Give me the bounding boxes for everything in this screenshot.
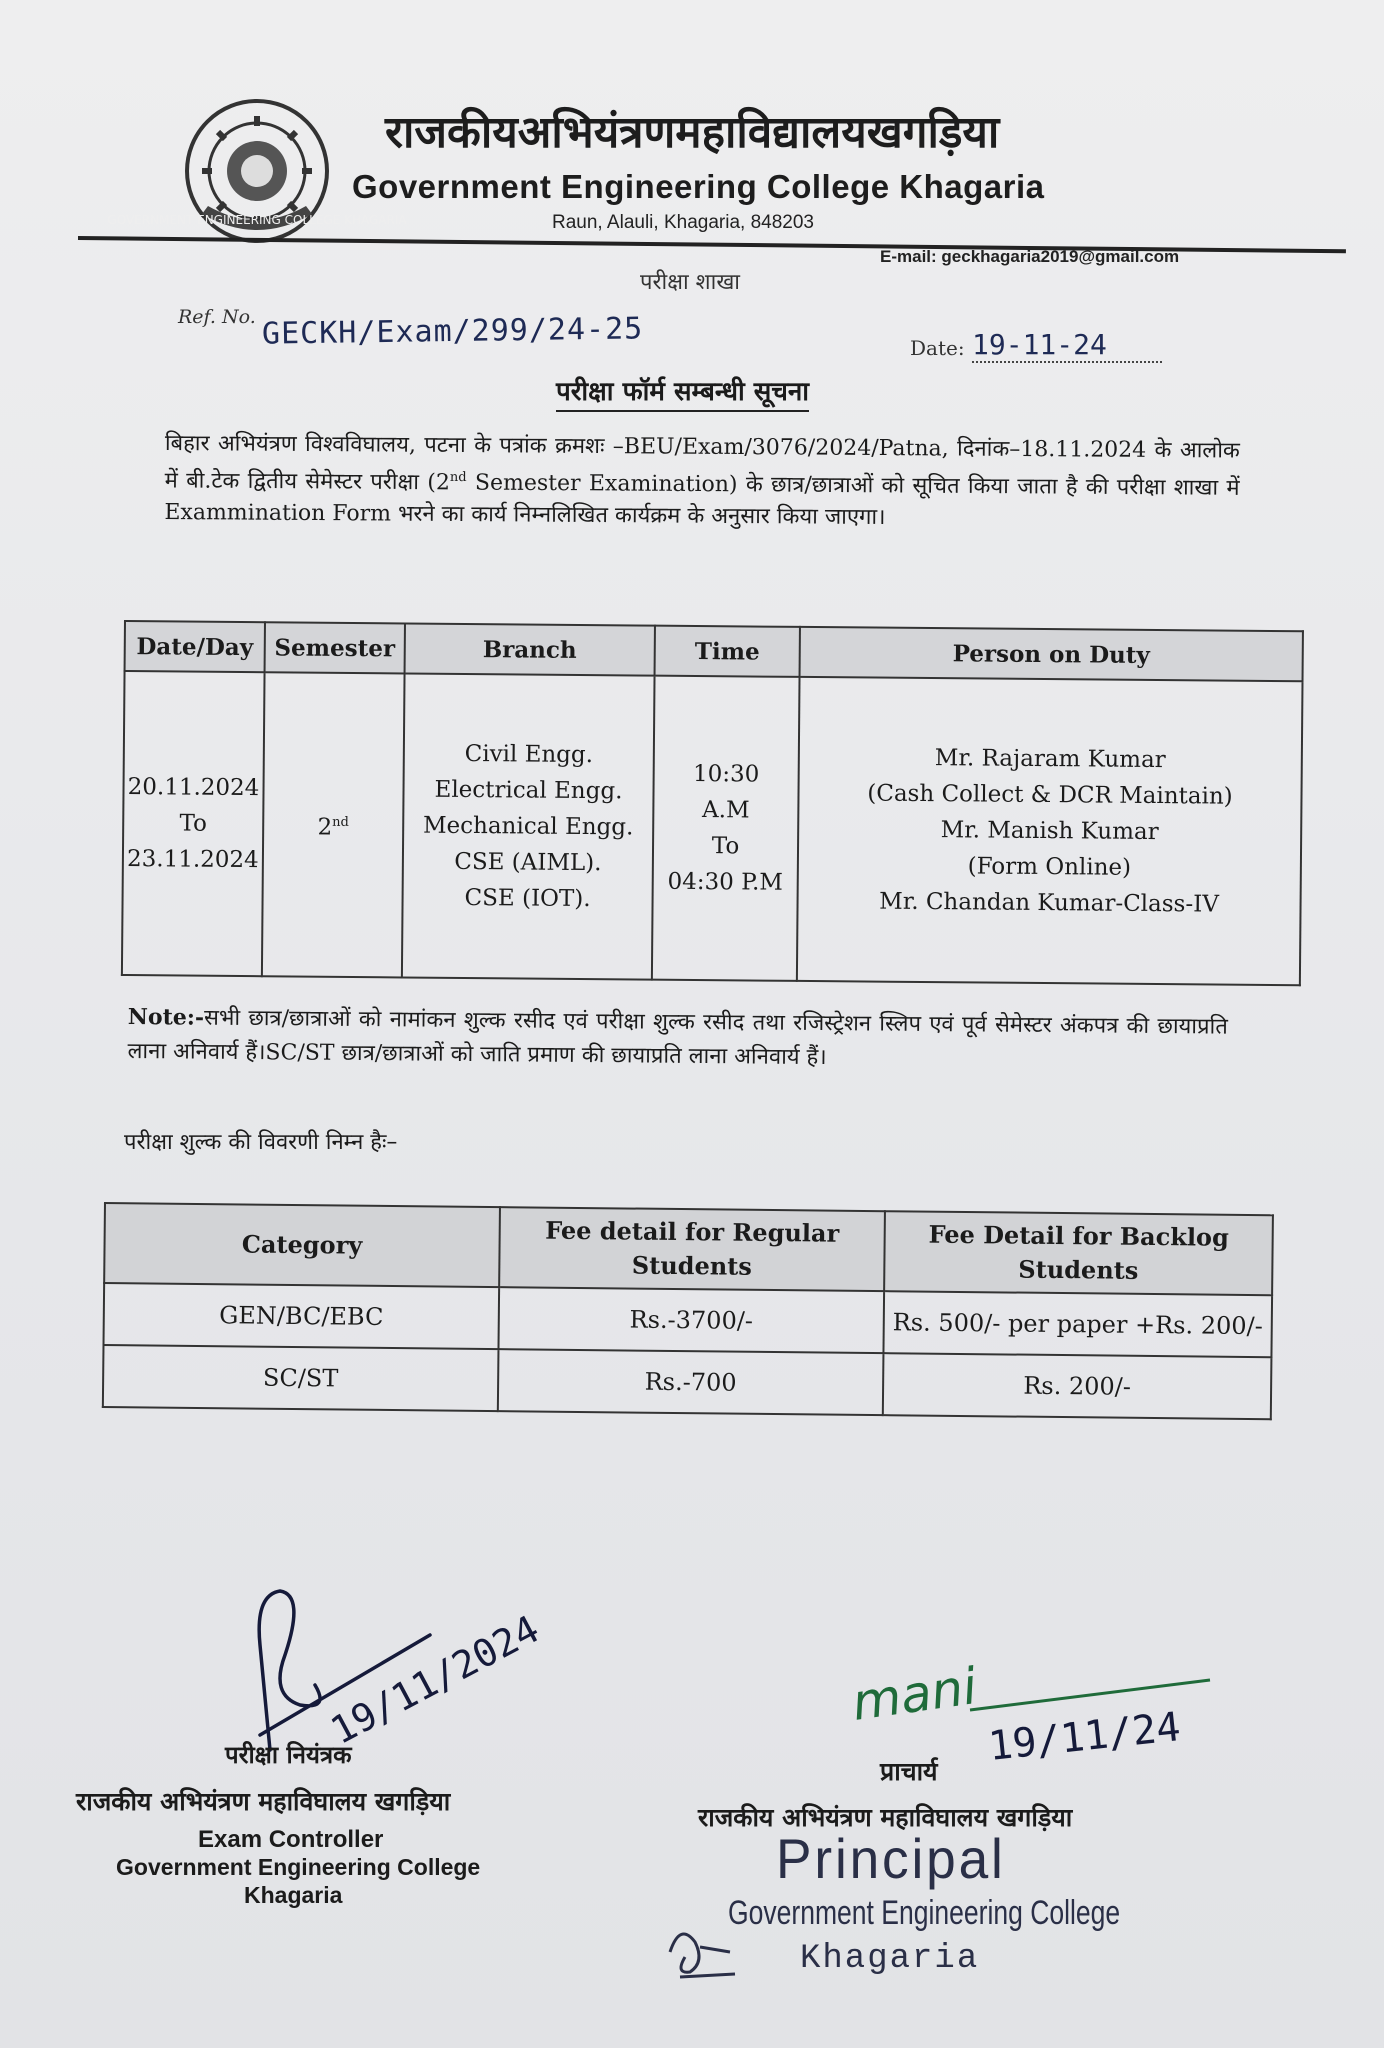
fee-category: SC/ST: [103, 1345, 499, 1411]
semester-cell: [262, 672, 405, 977]
college-email: E-mail: geckhagaria2019@gmail.com: [880, 247, 1180, 266]
college-name-english: Government Engineering College Khagaria: [352, 168, 1045, 205]
logo-label: GOVERNMENT ENGINEERING COLLEGE KHAGARIA: [107, 213, 407, 227]
fee-row: [103, 1345, 1272, 1419]
principal-title-hindi: प्राचार्य: [880, 1757, 938, 1786]
duty-line: (Form Online): [967, 853, 1132, 881]
principal-college-english: Government Engineering College: [728, 1894, 1121, 1932]
branch-item: Civil Engg.: [464, 740, 594, 769]
college-logo-icon: [107, 96, 407, 246]
date-cell: [122, 671, 265, 976]
semester-suffix: nd: [332, 814, 349, 830]
col-backlog-fee: Fee Detail for Backlog Students: [884, 1211, 1273, 1295]
note-paragraph: [127, 1000, 1228, 1079]
issue-date: 19-11-24: [972, 328, 1162, 363]
exam-controller-college-english: Government Engineering College: [116, 1854, 481, 1880]
exam-controller-title-hindi: परीक्षा नियंत्रक: [225, 1741, 352, 1769]
note-text: सभी छात्र/छात्राओं को नामांकन शुल्क रसीद एवं परीक्षा शुल्क रसीद तथा रजिस्ट्रेशन स्लिप एवं पूर्व सेमेस्टर अंकपत्र की छायाप्रति लाना अनिवार्य हैं।SC/ST छात्र/छात्राओं को जाति प्रमाण की छायाप्रति लाना अनिवार्य हैं।: [127, 1005, 1228, 1071]
principal-signature-date: 19/11/24: [986, 1704, 1183, 1770]
fee-category: GEN/BC/EBC: [104, 1283, 500, 1349]
left-signature-date: 19/11/2024: [323, 1606, 547, 1753]
principal-signature-name: mani: [848, 1657, 981, 1732]
ref-number: GECKH/Exam/299/24-25: [261, 311, 644, 352]
notice-subject: परीक्षा फॉर्म सम्बन्धी सूचना: [556, 372, 809, 412]
note-label: Note:-: [127, 1003, 205, 1031]
college-name-hindi: राजकीयअभियंत्रणमहाविद्यालयखगड़िया: [385, 107, 1000, 158]
fee-backlog: Rs. 200/-: [883, 1353, 1272, 1419]
branch-cell: [402, 673, 655, 979]
college-address: Raun, Alauli, Khagaria, 848203: [552, 212, 814, 233]
duty-line: (Cash Collect & DCR Maintain): [867, 780, 1233, 810]
time-line: A.M: [702, 797, 750, 824]
intro-superscript: nd: [449, 469, 467, 486]
fee-regular: Rs.-3700/-: [498, 1287, 884, 1353]
stamp-icon: [660, 1912, 740, 1982]
fee-regular: Rs.-700: [498, 1349, 884, 1415]
duty-line: Mr. Rajaram Kumar: [934, 745, 1166, 774]
date-from: 20.11.2024: [127, 774, 260, 802]
duty-cell: [797, 677, 1303, 985]
col-regular-fee: Fee detail for Regular Students: [499, 1207, 885, 1291]
schedule-row: [122, 671, 1303, 985]
date-to: 23.11.2024: [126, 846, 259, 874]
col-branch: Branch: [405, 623, 655, 675]
principal-place: Khagaria: [800, 1940, 980, 1978]
branch-item: Electrical Engg.: [434, 776, 623, 805]
principal-title-english: Principal: [776, 1827, 1006, 1890]
intro-paragraph: [164, 428, 1240, 537]
branch-item: CSE (AIML).: [454, 848, 602, 877]
col-semester: Semester: [265, 622, 405, 673]
branch-item: CSE (IOT).: [464, 884, 591, 913]
principal-college-hindi: राजकीय अभियंत्रण महाविघालय खगड़िया: [698, 1803, 1073, 1832]
date-to-word: To: [179, 810, 208, 837]
branch-item: Mechanical Engg.: [422, 812, 634, 841]
fee-backlog: Rs. 500/- per paper +Rs. 200/-: [883, 1291, 1272, 1357]
schedule-table: [121, 620, 1304, 986]
fee-intro: परीक्षा शुल्क की विवरणी निम्न हैः–: [124, 1130, 398, 1155]
col-person-on-duty: Person on Duty: [800, 627, 1303, 681]
time-line: 10:30: [692, 760, 760, 788]
fee-table: [102, 1202, 1274, 1420]
fee-header-row: [104, 1203, 1273, 1295]
time-cell: [652, 676, 800, 981]
duty-line: Mr. Manish Kumar: [940, 817, 1159, 846]
section-name: परीक्षा शाखा: [640, 270, 741, 295]
exam-controller-college-hindi: राजकीय अभियंत्रण महाविघालय खगड़िया: [76, 1787, 451, 1816]
col-date-day: Date/Day: [125, 621, 265, 672]
duty-line: Mr. Chandan Kumar-Class-IV: [879, 888, 1219, 918]
col-time: Time: [655, 626, 800, 677]
exam-controller-title-english: Exam Controller: [198, 1826, 384, 1853]
exam-controller-place: Khagaria: [244, 1882, 343, 1908]
exam-controller-signature: [230, 1585, 570, 1755]
semester-value: 2: [317, 814, 333, 841]
ref-label: Ref. No.: [178, 306, 256, 328]
date-label: Date:: [910, 336, 965, 360]
intro-text-2: Semester Examination) के छात्र/छात्राओं को सूचित किया जाता है की परीक्षा शाखा में Exammination Form भरने का कार्य निम्नलिखित कार्यक्रम के अनुसार किया जाएगा।: [164, 470, 1240, 531]
intro-text-1: बिहार अभियंत्रण विश्वविघालय, पटना के पत्रांक क्रमशः –BEU/Exam/3076/2024/Patna, दिनांक–18.11.2024 के आलोक में बी.टेक द्वितीय सेमेस्टर परीक्षा (2: [164, 430, 1240, 496]
col-category: Category: [104, 1203, 500, 1287]
time-line: 04:30 P.M: [667, 868, 783, 896]
time-line: To: [711, 833, 740, 860]
